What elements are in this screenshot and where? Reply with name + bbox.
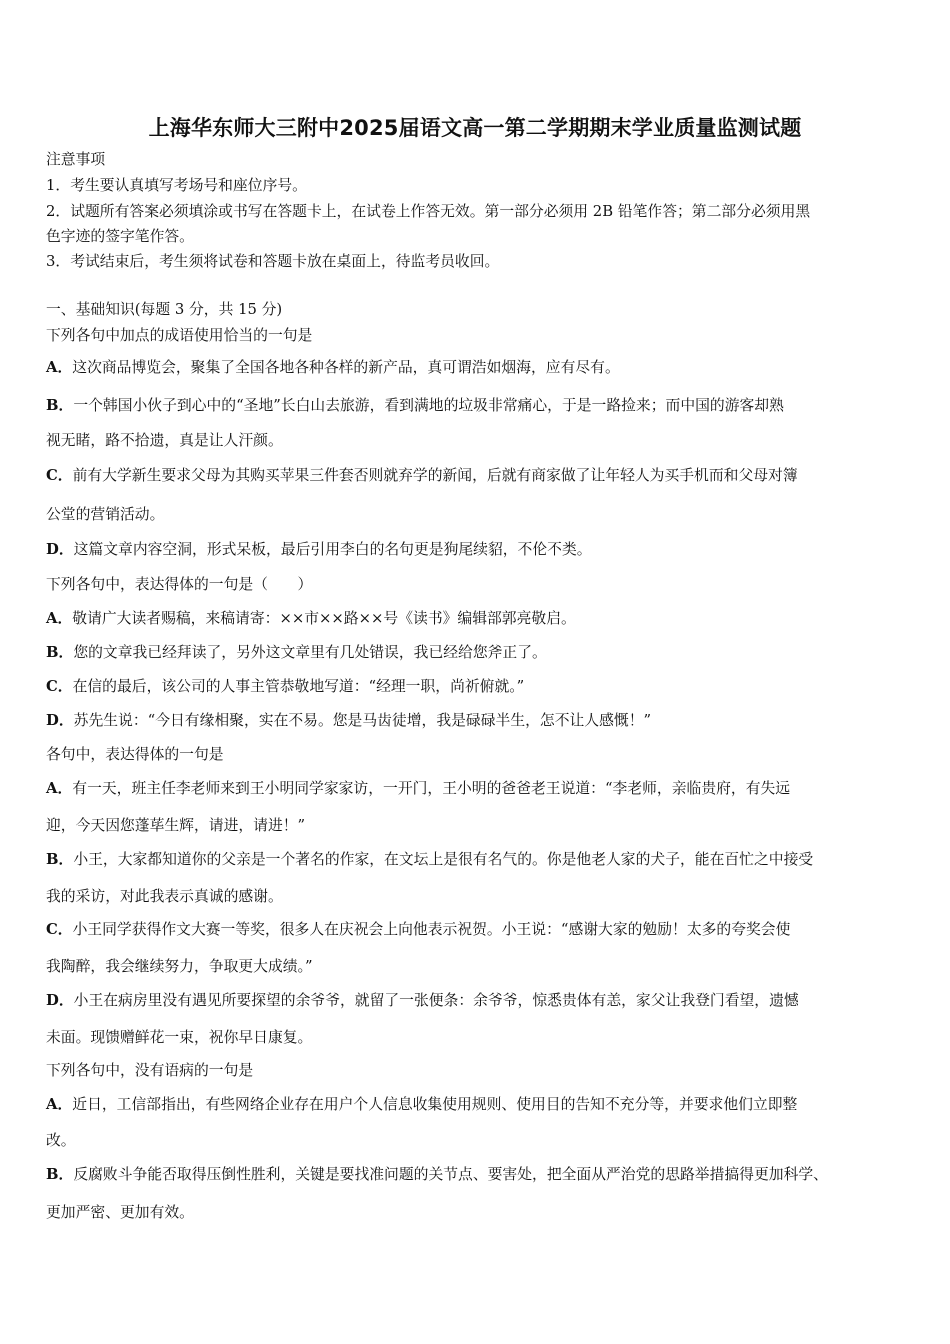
option-text: 近日，工信部指出，有些网络企业存在用户个人信息收集使用规则、使用目的告知不充分等，并要求他们立即整 — [72, 1096, 798, 1113]
option-text: 苏先生说：“今日有缘相聚，实在不易。您是马齿徒增，我是碌碌半生，怎不让人感慨！” — [73, 712, 652, 729]
option-text: 在信的最后，该公司的人事主管恭敬地写道：“经理一职，尚祈俯就。” — [72, 678, 525, 695]
option-label: B． — [46, 644, 74, 661]
option-label: C． — [46, 467, 73, 484]
option-label: A． — [46, 780, 73, 797]
q2-option-b — [46, 643, 916, 663]
option-label: C． — [46, 921, 73, 938]
q2-option-c — [46, 677, 916, 697]
notice-item-2: 2．试题所有答案必须填涂或书写在答题卡上，在试卷上作答无效。第一部分必须用 2B 铅笔作答；第二部分必须用黑 — [46, 203, 811, 220]
q1-option-d — [46, 540, 916, 560]
option-text: 小王在病房里没有遇见所要探望的余爷爷，就留了一张便条：余爷爷，惊悉贵体有恙，家父让我登门看望，遗憾 — [73, 992, 799, 1009]
q3-option-c-cont: 我陶醉，我会继续努力，争取更大成绩。” — [46, 958, 313, 975]
q1-option-c — [46, 466, 916, 486]
option-label: A． — [46, 1096, 73, 1113]
notice-item-3: 3．考试结束后，考生须将试卷和答题卡放在桌面上，待监考员收回。 — [46, 253, 500, 270]
q3-option-a — [46, 779, 916, 799]
q1-stem: 下列各句中加点的成语使用恰当的一句是 — [46, 327, 313, 344]
notice-item-1: 1．考生要认真填写考场号和座位序号。 — [46, 177, 307, 194]
option-label: D． — [46, 541, 74, 558]
option-text: 反腐败斗争能否取得压倒性胜利，关键是要找准问题的关节点、要害处，把全面从严治党的思路举措搞得更加科学、 — [73, 1166, 828, 1183]
option-label: C． — [46, 678, 73, 695]
q4-option-b — [46, 1165, 916, 1185]
q3-option-b — [46, 850, 916, 870]
section-heading: 一、基础知识(每题 3 分，共 15 分) — [46, 301, 283, 318]
q3-option-a-cont: 迎，今天因您蓬荜生辉，请进，请进！” — [46, 817, 306, 834]
q1-option-c-cont: 公堂的营销活动。 — [46, 506, 165, 523]
notice-item-2-cont: 色字迹的签字笔作答。 — [46, 228, 194, 245]
option-label: A． — [46, 610, 73, 627]
option-label: D． — [46, 992, 74, 1009]
option-text: 您的文章我已经拜读了，另外这文章里有几处错误，我已经给您斧正了。 — [73, 644, 547, 661]
option-text: 一个韩国小伙子到心中的“圣地”长白山去旅游，看到满地的垃圾非常痛心，于是一路捡来；而中国的游客却熟 — [73, 397, 784, 414]
option-text: 这次商品博览会，聚集了全国各地各种各样的新产品，真可谓浩如烟海，应有尽有。 — [72, 359, 620, 376]
q3-option-d-cont: 未面。现馈赠鲜花一束，祝你早日康复。 — [46, 1029, 313, 1046]
notice-heading: 注意事项 — [46, 151, 106, 168]
q4-option-a — [46, 1095, 916, 1115]
q4-option-a-cont: 改。 — [46, 1132, 76, 1149]
option-text: 前有大学新生要求父母为其购买苹果三件套否则就弃学的新闻，后就有商家做了让年轻人为买手机而和父母对簿 — [72, 467, 798, 484]
q2-stem: 下列各句中，表达得体的一句是（ ） — [46, 576, 313, 593]
option-label: B． — [46, 851, 74, 868]
q3-option-b-cont: 我的采访，对此我表示真诚的感谢。 — [46, 888, 283, 905]
q2-option-a — [46, 609, 916, 629]
option-text: 小王同学获得作文大赛一等奖，很多人在庆祝会上向他表示祝贺。小王说：“感谢大家的勉励！太多的夸奖会使 — [72, 921, 791, 938]
option-text: 有一天，班主任李老师来到王小明同学家家访，一开门，王小明的爸爸老王说道：“李老师，亲临贵府，有失远 — [72, 780, 791, 797]
q3-option-d — [46, 991, 916, 1011]
q4-option-b-cont: 更加严密、更加有效。 — [46, 1204, 194, 1221]
q2-option-d — [46, 711, 916, 731]
option-text: 小王，大家都知道你的父亲是一个著名的作家，在文坛上是很有名气的。你是他老人家的犬子，能在百忙之中接受 — [73, 851, 814, 868]
option-label: B． — [46, 397, 74, 414]
option-text: 这篇文章内容空洞，形式呆板，最后引用李白的名句更是狗尾续貂，不伦不类。 — [73, 541, 592, 558]
q3-stem: 各句中，表达得体的一句是 — [46, 746, 224, 763]
q1-option-b-cont: 视无睹，路不拾遗，真是让人汗颜。 — [46, 432, 283, 449]
q3-option-c — [46, 920, 916, 940]
option-label: A． — [46, 359, 73, 376]
option-label: B． — [46, 1166, 74, 1183]
q4-stem: 下列各句中，没有语病的一句是 — [46, 1062, 254, 1079]
q1-option-b — [46, 396, 916, 416]
q1-option-a — [46, 358, 916, 378]
page-title: 上海华东师大三附中2025届语文高一第二学期期末学业质量监测试题 — [148, 116, 802, 140]
option-text: 敬请广大读者赐稿，来稿请寄：××市××路××号《读书》编辑部郭亮敬启。 — [72, 610, 576, 627]
option-label: D． — [46, 712, 74, 729]
